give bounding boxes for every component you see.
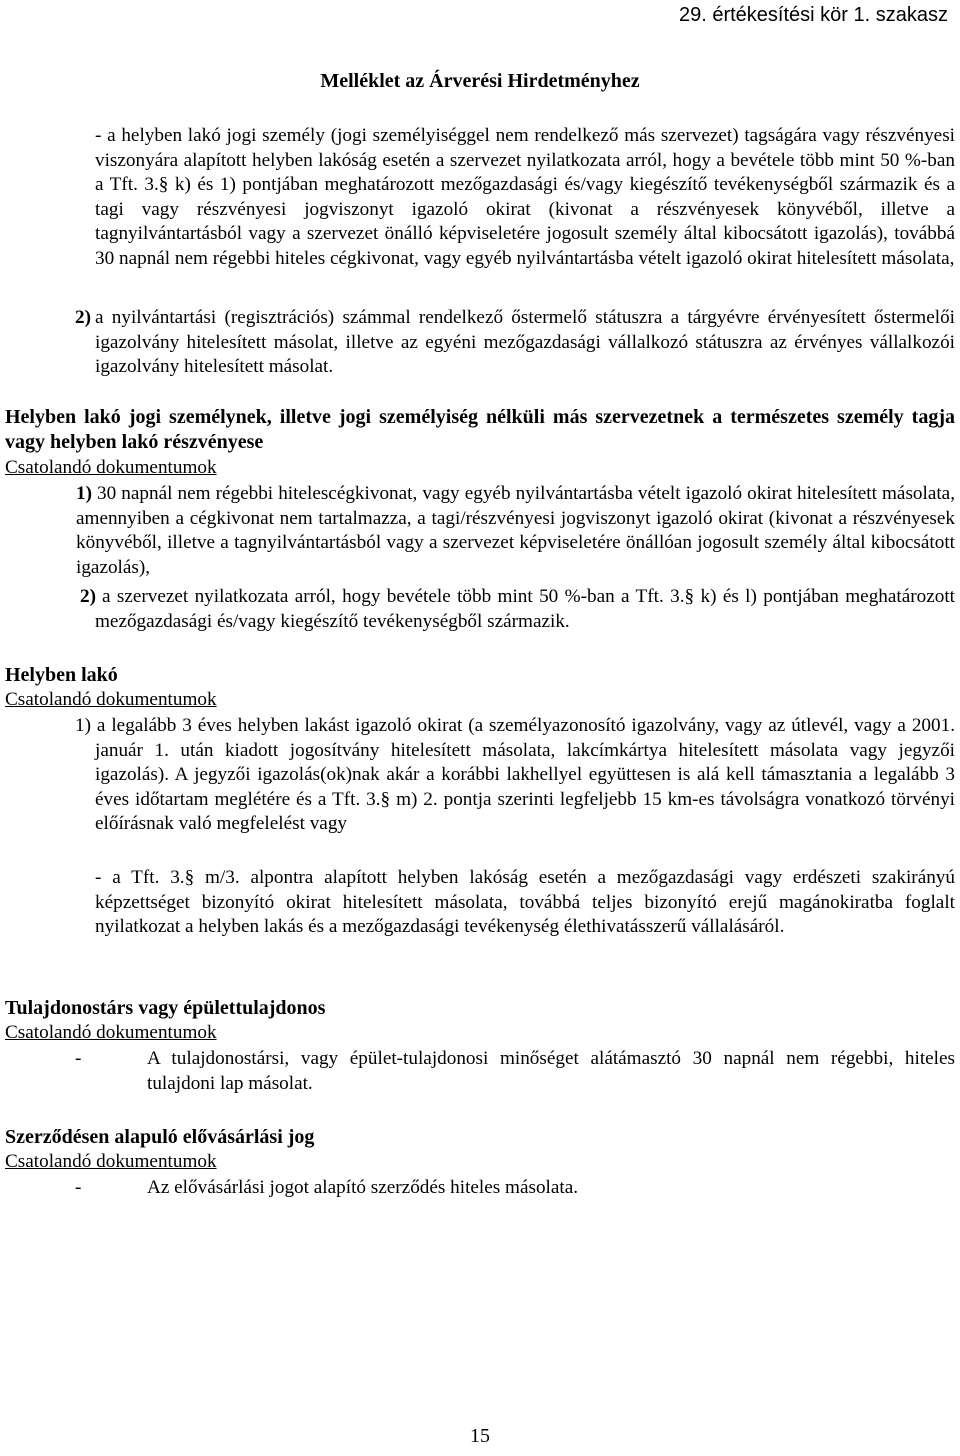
paragraph-primary-producer-text: a nyilvántartási (regisztrációs) számmal rendelkező őstermelő státuszra a tárgyévre érvényesített őstermelői igazolvány hitelesített másolat, illetve az egyéni mezőgazdasági vállalkozó státuszra az érvényes vállalkozói igazolvány hitelesített másolat. [95, 307, 955, 377]
section2-item2: - a Tft. 3.§ m/3. alpontra alapított helyben lakóság esetén a mezőgazdasági vagy erdészeti szakirányú képzettséget bizonyító okirat hitelesített másolata, továbbá teljes bizonyító erejű magánokiratba foglalt nyilatkozat a helyben lakás és a mezőgazdasági tevékenység élethivatásszerű vállalásáról. [95, 867, 955, 937]
section1-item2: a szervezet nyilatkozata arról, hogy bevétele több mint 50 %-ban a Tft. 3.§ k) és l) pontjában meghatározott mezőgazdasági és/vagy kiegészítő tevékenységből származik. [95, 586, 955, 632]
section-title-preemption-right: Szerződésen alapuló elővásárlási jog [5, 1126, 315, 1148]
list-number-2: 2) [80, 586, 96, 607]
section4-item: Az elővásárlási jogot alapító szerződés hiteles másolata. [147, 1177, 579, 1198]
section3-item: A tulajdonostársi, vagy épület-tulajdonosi minőséget alátámasztó 30 napnál nem régebbi, hiteles tulajdoni lap másolat. [147, 1048, 955, 1094]
page-number: 15 [470, 1425, 490, 1447]
section1-item1: 30 napnál nem régebbi hitelescégkivonat, vagy egyéb nyilvántartásba vételt igazoló okirat hitelesített másolata, amennyiben a cégkivonat nem tartalmazza, a tagi/részvényesi jogviszonyt igazoló okirat (kivonat a részvényesek könyvéből, illetve a tagnyilvántartásból vagy a szervezet képviseletére önállóan jogosult személy által kibocsátott igazolás), [76, 483, 955, 578]
section2-item1: 1) a legalább 3 éves helyben lakást igazoló okirat (a személyazonosító igazolvány, vagy az útlevél, vagy a 2001. január 1. után kiadott jogosítvány hitelesített másolata, lakcímkártya hitelesített másolata vagy jegyzői igazolás). A jegyzői igazolás(ok)nak akár a korábbi lakhellyel együttesen is alá kell támasztania a legalább 3 éves időtartam meglétére és a Tft. 3.§ m) 2. pontja szerinti legfeljebb 15 km-es távolságra vonatkozó törvényi előírásnak való megfelelést vagy [75, 715, 955, 834]
list-dash: - [75, 1048, 82, 1069]
docs-label: Csatolandó dokumentumok [5, 1151, 217, 1172]
list-number-2: 2) [75, 307, 91, 328]
section-title-local-resident: Helyben lakó [5, 664, 118, 686]
paragraph-primary-producer [95, 306, 955, 380]
list-dash: - [75, 1177, 82, 1198]
docs-label: Csatolandó dokumentumok [5, 1022, 217, 1043]
docs-label: Csatolandó dokumentumok [5, 689, 217, 710]
section-title-member-of-legal-entity: Helyben lakó jogi személynek, illetve jogi személyiség nélküli más szervezetnek a természetes személy tagja vagy helyben lakó részvényese [5, 406, 955, 453]
page-header: 29. értékesítési kör 1. szakasz [678, 4, 948, 26]
paragraph-legal-entity-membership: - a helyben lakó jogi személy (jogi személyiséggel nem rendelkező más szervezet) tagságára vagy részvényesi viszonyára alapított helyben lakóság esetén a szervezet nyilatkozata arról, hogy a bevétele több mint 50 %-ban a Tft. 3.§ k) és 1) pontjában meghatározott mezőgazdasági és/vagy kiegészítő tevékenységből származik és a tagi vagy részvényesi jogviszonyt igazoló okirat (kivonat a részvényesek könyvéből, illetve a tagnyilvántartásból vagy a szervezet önálló képviseletére jogosult személy által kibocsátott igazolás), továbbá 30 napnál nem régebbi hiteles cégkivonat, vagy egyéb nyilvántartásba vételt igazoló okirat hitelesített másolata, [95, 125, 955, 269]
section-title-co-owner: Tulajdonostárs vagy épülettulajdonos [5, 997, 326, 1019]
annex-title: Melléklet az Árverési Hirdetményhez [320, 70, 640, 92]
docs-label: Csatolandó dokumentumok [5, 457, 217, 478]
list-number-1: 1) [76, 483, 92, 504]
